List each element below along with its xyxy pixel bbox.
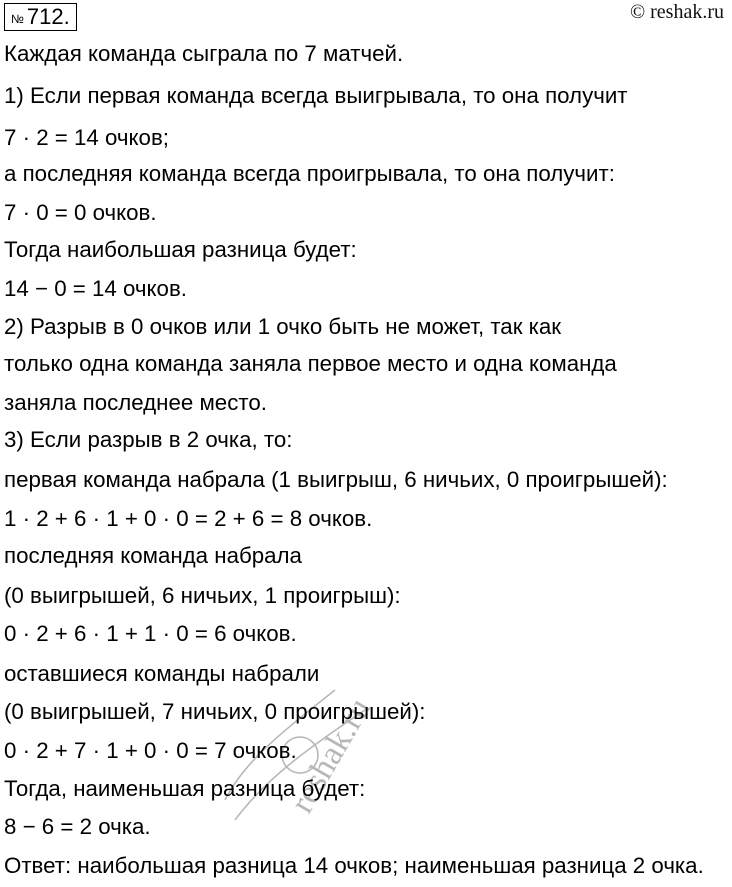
text-line: (0 выигрышей, 7 ничьих, 0 проигрышей): bbox=[4, 699, 426, 724]
text-line: заняла последнее место. bbox=[4, 390, 267, 415]
text-line: Каждая команда сыграла по 7 матчей. bbox=[4, 41, 404, 66]
problem-number: 712. bbox=[26, 4, 70, 29]
text-line: 2) Разрыв в 0 очков или 1 очко быть не может, так как bbox=[4, 314, 562, 339]
watermark-text: reshak.ru bbox=[283, 692, 379, 820]
text-line: 1) Если первая команда всегда выигрывала, то она получит bbox=[4, 83, 628, 108]
text-line: (0 выигрышей, 6 ничьих, 1 проигрыш): bbox=[4, 583, 401, 608]
text-line: 0 · 2 + 7 · 1 + 0 · 0 = 7 очков. bbox=[4, 738, 297, 763]
text-line: 0 · 2 + 6 · 1 + 1 · 0 = 6 очков. bbox=[4, 621, 297, 646]
text-line: Тогда, наименьшая разница будет: bbox=[4, 776, 366, 801]
text-line: первая команда набрала (1 выигрыш, 6 ничьих, 0 проигрышей): bbox=[4, 467, 668, 492]
text-line: 14 − 0 = 14 очков. bbox=[4, 276, 187, 301]
text-line: а последняя команда всегда проигрывала, то она получит: bbox=[4, 161, 615, 186]
text-line: только одна команда заняла первое место и одна команда bbox=[4, 351, 617, 376]
text-line: 8 − 6 = 2 очка. bbox=[4, 814, 151, 839]
text-line: последняя команда набрала bbox=[4, 543, 302, 568]
number-sign: № bbox=[11, 12, 24, 26]
text-line: 1 · 2 + 6 · 1 + 0 · 0 = 2 + 6 = 8 очков. bbox=[4, 506, 373, 531]
text-line: оставшиеся команды набрали bbox=[4, 661, 320, 686]
problem-number-badge bbox=[4, 3, 77, 31]
text-line: Ответ: наибольшая разница 14 очков; наименьшая разница 2 очка. bbox=[4, 853, 704, 878]
text-line: 7 · 2 = 14 очков; bbox=[4, 125, 169, 150]
copyright-text: © reshak.ru bbox=[629, 1, 724, 23]
text-line: 3) Если разрыв в 2 очка, то: bbox=[4, 427, 293, 452]
text-line: 7 · 0 = 0 очков. bbox=[4, 200, 157, 225]
text-line: Тогда наибольшая разница будет: bbox=[4, 237, 357, 262]
